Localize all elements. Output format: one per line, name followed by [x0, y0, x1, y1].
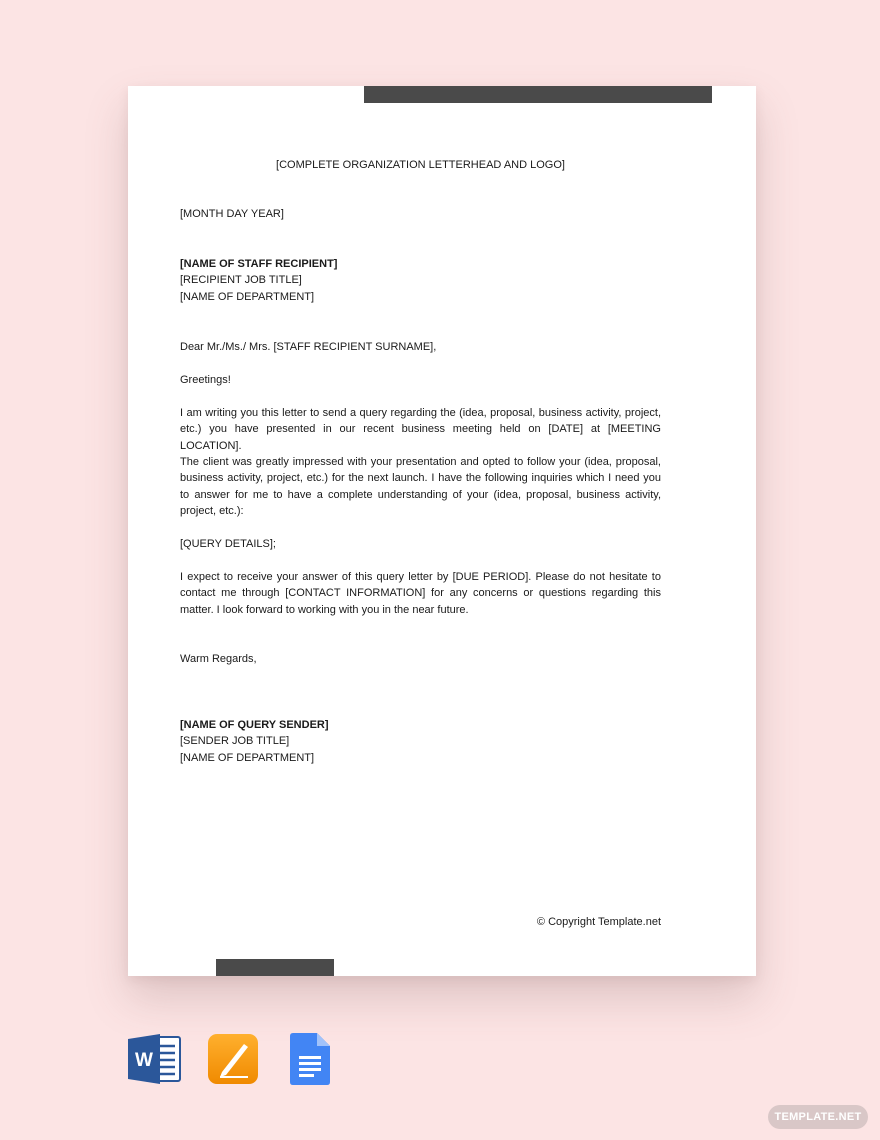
- salutation: Dear Mr./Ms./ Mrs. [STAFF RECIPIENT SURNAME],: [180, 341, 437, 353]
- letter-page: [128, 86, 756, 976]
- google-docs-icon[interactable]: [290, 1032, 330, 1091]
- copyright: © Copyright Template.net: [536, 916, 661, 928]
- paragraph-closing: I expect to receive your answer of this query letter by [DUE PERIOD]. Please do not hesitate to contact me through [CONTACT INFORMATION] for any concerns or questions regarding this matter. I look forward to working with you in the near future.: [180, 571, 661, 616]
- bottom-decorative-bar: [216, 959, 334, 976]
- word-icon[interactable]: [128, 1032, 182, 1091]
- word-icon-letter: W: [135, 1050, 153, 1071]
- greeting: Greetings!: [180, 374, 231, 386]
- sender-department: [NAME OF DEPARTMENT]: [180, 751, 315, 764]
- recipient-job-title: [RECIPIENT JOB TITLE]: [180, 274, 302, 287]
- recipient-name: [NAME OF STAFF RECIPIENT]: [180, 258, 338, 270]
- paragraph-intro: I am writing you this letter to send a query regarding the (idea, proposal, business activity, project, etc.) you have presented in our recent business meeting held on [DATE] at [MEETING LOCATION].: [180, 407, 661, 452]
- sender-job-title: [SENDER JOB TITLE]: [180, 735, 290, 748]
- letterhead: [COMPLETE ORGANIZATION LETTERHEAD AND LOGO]: [276, 159, 565, 171]
- top-decorative-bar: [364, 86, 712, 103]
- sender-block: [180, 717, 661, 766]
- letter-date: [MONTH DAY YEAR]: [180, 208, 284, 220]
- recipient-block: [180, 256, 661, 305]
- closing: Warm Regards,: [180, 653, 257, 665]
- paragraph-inquiry: The client was greatly impressed with your presentation and opted to follow your (idea, proposal, business activity, project, etc.) for the next launch. I have the following inquiries which I need you to answer for me to have a complete understanding of your (idea, proposal, business activity, project, etc.):: [180, 456, 661, 518]
- query-details: [QUERY DETAILS];: [180, 538, 276, 550]
- template-net-badge[interactable]: TEMPLATE.NET: [768, 1105, 868, 1129]
- recipient-department: [NAME OF DEPARTMENT]: [180, 290, 315, 303]
- sender-name: [NAME OF QUERY SENDER]: [180, 719, 329, 731]
- pages-icon[interactable]: [208, 1032, 260, 1091]
